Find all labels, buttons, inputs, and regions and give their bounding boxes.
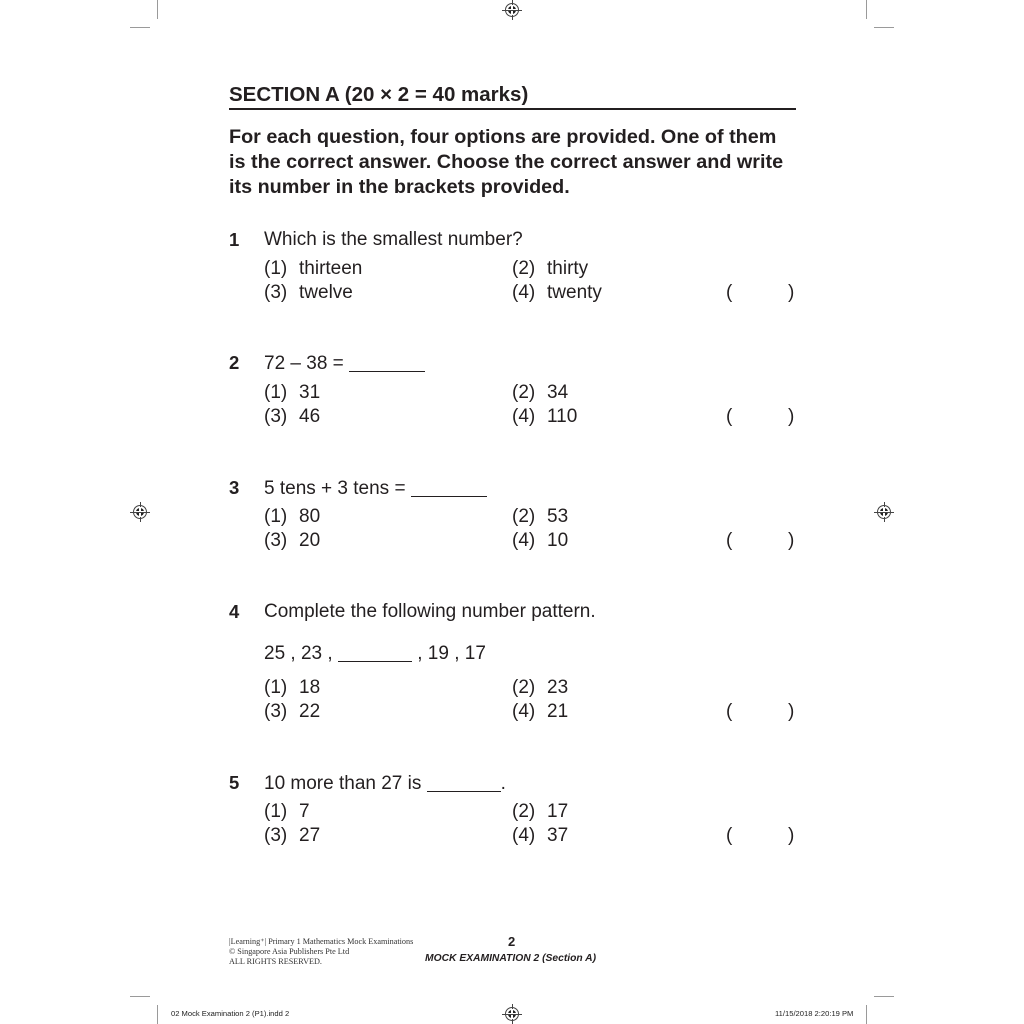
question-text: 72 – 38 =: [264, 353, 344, 374]
answer-bracket-open[interactable]: (: [726, 406, 733, 427]
option-1: [264, 506, 320, 528]
option-label: (2): [512, 382, 536, 403]
option-label: (2): [512, 677, 536, 698]
option-label: (2): [512, 258, 536, 279]
answer-bracket-close[interactable]: ): [788, 406, 795, 427]
option-label: (1): [264, 801, 288, 822]
instructions-line: For each question, four options are provided. One of them: [229, 126, 777, 148]
option-text: thirteen: [299, 258, 363, 279]
option-label: (4): [512, 282, 536, 303]
option-label: (1): [264, 382, 288, 403]
exam-title: MOCK EXAMINATION 2 (Section A): [425, 953, 597, 964]
crop-mark: [866, 1005, 867, 1024]
option-text: thirty: [547, 258, 589, 279]
crop-mark: [874, 27, 894, 28]
option-2: [512, 677, 568, 699]
option-4: [512, 282, 602, 304]
question-number: 2: [229, 352, 240, 373]
option-text: 20: [299, 530, 321, 551]
answer-bracket-open[interactable]: (: [726, 530, 733, 551]
rights-line: ALL RIGHTS RESERVED.: [229, 957, 322, 966]
option-4: [512, 530, 568, 552]
registration-mark-icon: [133, 505, 147, 519]
option-text: 34: [547, 382, 569, 403]
question-text-row: [264, 772, 506, 795]
question-text-row: [264, 352, 425, 375]
page-number: 2: [508, 934, 516, 949]
option-1: [264, 382, 320, 404]
option-2: [512, 506, 568, 528]
option-text: 46: [299, 406, 321, 427]
option-text: 27: [299, 825, 321, 846]
option-label: (1): [264, 506, 288, 527]
option-label: (1): [264, 258, 288, 279]
crop-mark: [157, 1005, 158, 1024]
option-3: [264, 825, 320, 847]
option-label: (3): [264, 406, 288, 427]
option-text: 37: [547, 825, 569, 846]
option-text: 53: [547, 506, 569, 527]
option-4: [512, 825, 568, 847]
question-text: Complete the following number pattern.: [264, 601, 596, 622]
registration-mark-icon: [877, 505, 891, 519]
option-3: [264, 282, 353, 304]
option-text: 21: [547, 701, 569, 722]
slug-timestamp: 11/15/2018 2:20:19 PM: [775, 1009, 854, 1018]
option-3: [264, 406, 320, 428]
answer-bracket-close[interactable]: ): [788, 530, 795, 551]
option-3: [264, 701, 320, 723]
option-2: [512, 382, 568, 404]
option-1: [264, 677, 320, 699]
crop-mark: [130, 27, 150, 28]
option-text: 18: [299, 677, 321, 698]
registration-mark-icon: [505, 3, 519, 17]
crop-mark: [874, 996, 894, 997]
crop-mark: [866, 0, 867, 19]
question-number: 4: [229, 601, 240, 622]
question-text: 5 tens + 3 tens =: [264, 478, 406, 499]
option-text: 22: [299, 701, 321, 722]
question-text-row: [264, 477, 487, 500]
registration-mark-icon: [505, 1007, 519, 1021]
question-number: 3: [229, 477, 240, 498]
option-text: 7: [299, 801, 310, 822]
option-text: 10: [547, 530, 569, 551]
answer-bracket-close[interactable]: ): [788, 825, 795, 846]
option-label: (4): [512, 530, 536, 551]
answer-bracket-open[interactable]: (: [726, 825, 733, 846]
option-label: (3): [264, 282, 288, 303]
crop-mark: [157, 0, 158, 19]
section-title: SECTION A (20 × 2 = 40 marks): [229, 83, 529, 106]
option-2: [512, 258, 588, 280]
option-label: (1): [264, 677, 288, 698]
option-label: (4): [512, 406, 536, 427]
option-text: 17: [547, 801, 569, 822]
option-2: [512, 801, 568, 823]
answer-bracket-open[interactable]: (: [726, 701, 733, 722]
instructions-line: is the correct answer. Choose the correct answer and write: [229, 151, 784, 173]
option-1: [264, 801, 310, 823]
answer-bracket-close[interactable]: ): [788, 282, 795, 303]
crop-mark: [130, 996, 150, 997]
pattern-end: , 19 , 17: [417, 643, 486, 664]
answer-bracket-open[interactable]: (: [726, 282, 733, 303]
option-label: (4): [512, 825, 536, 846]
answer-blank: [338, 642, 412, 662]
slug-filename: 02 Mock Examination 2 (P1).indd 2: [171, 1009, 290, 1018]
option-text: twenty: [547, 282, 602, 303]
option-1: [264, 258, 362, 280]
copyright-line: © Singapore Asia Publishers Pte Ltd: [229, 947, 350, 956]
option-label: (2): [512, 801, 536, 822]
answer-blank: [411, 477, 487, 497]
question-number: 5: [229, 772, 240, 793]
option-text: 110: [547, 406, 578, 427]
answer-blank: [427, 772, 501, 792]
option-4: [512, 406, 577, 428]
option-label: (3): [264, 530, 288, 551]
option-4: [512, 701, 568, 723]
series-title: |Learning⁺| Primary 1 Mathematics Mock Examinations: [229, 937, 414, 946]
question-text: 10 more than 27 is: [264, 773, 422, 794]
option-label: (4): [512, 701, 536, 722]
option-3: [264, 530, 320, 552]
option-text: 80: [299, 506, 321, 527]
answer-blank: [349, 352, 425, 372]
instructions-line: its number in the brackets provided.: [229, 176, 570, 198]
pattern-start: 25 , 23 ,: [264, 643, 333, 664]
section-divider: [229, 108, 796, 110]
number-pattern: [264, 642, 486, 665]
question-text: Which is the smallest number?: [264, 229, 523, 250]
option-label: (3): [264, 825, 288, 846]
copyright-block: [229, 937, 413, 967]
option-text: twelve: [299, 282, 353, 303]
answer-bracket-close[interactable]: ): [788, 701, 795, 722]
option-text: 31: [299, 382, 321, 403]
option-text: 23: [547, 677, 569, 698]
question-number: 1: [229, 229, 240, 250]
question-text-end: .: [500, 773, 506, 794]
option-label: (3): [264, 701, 288, 722]
option-label: (2): [512, 506, 536, 527]
